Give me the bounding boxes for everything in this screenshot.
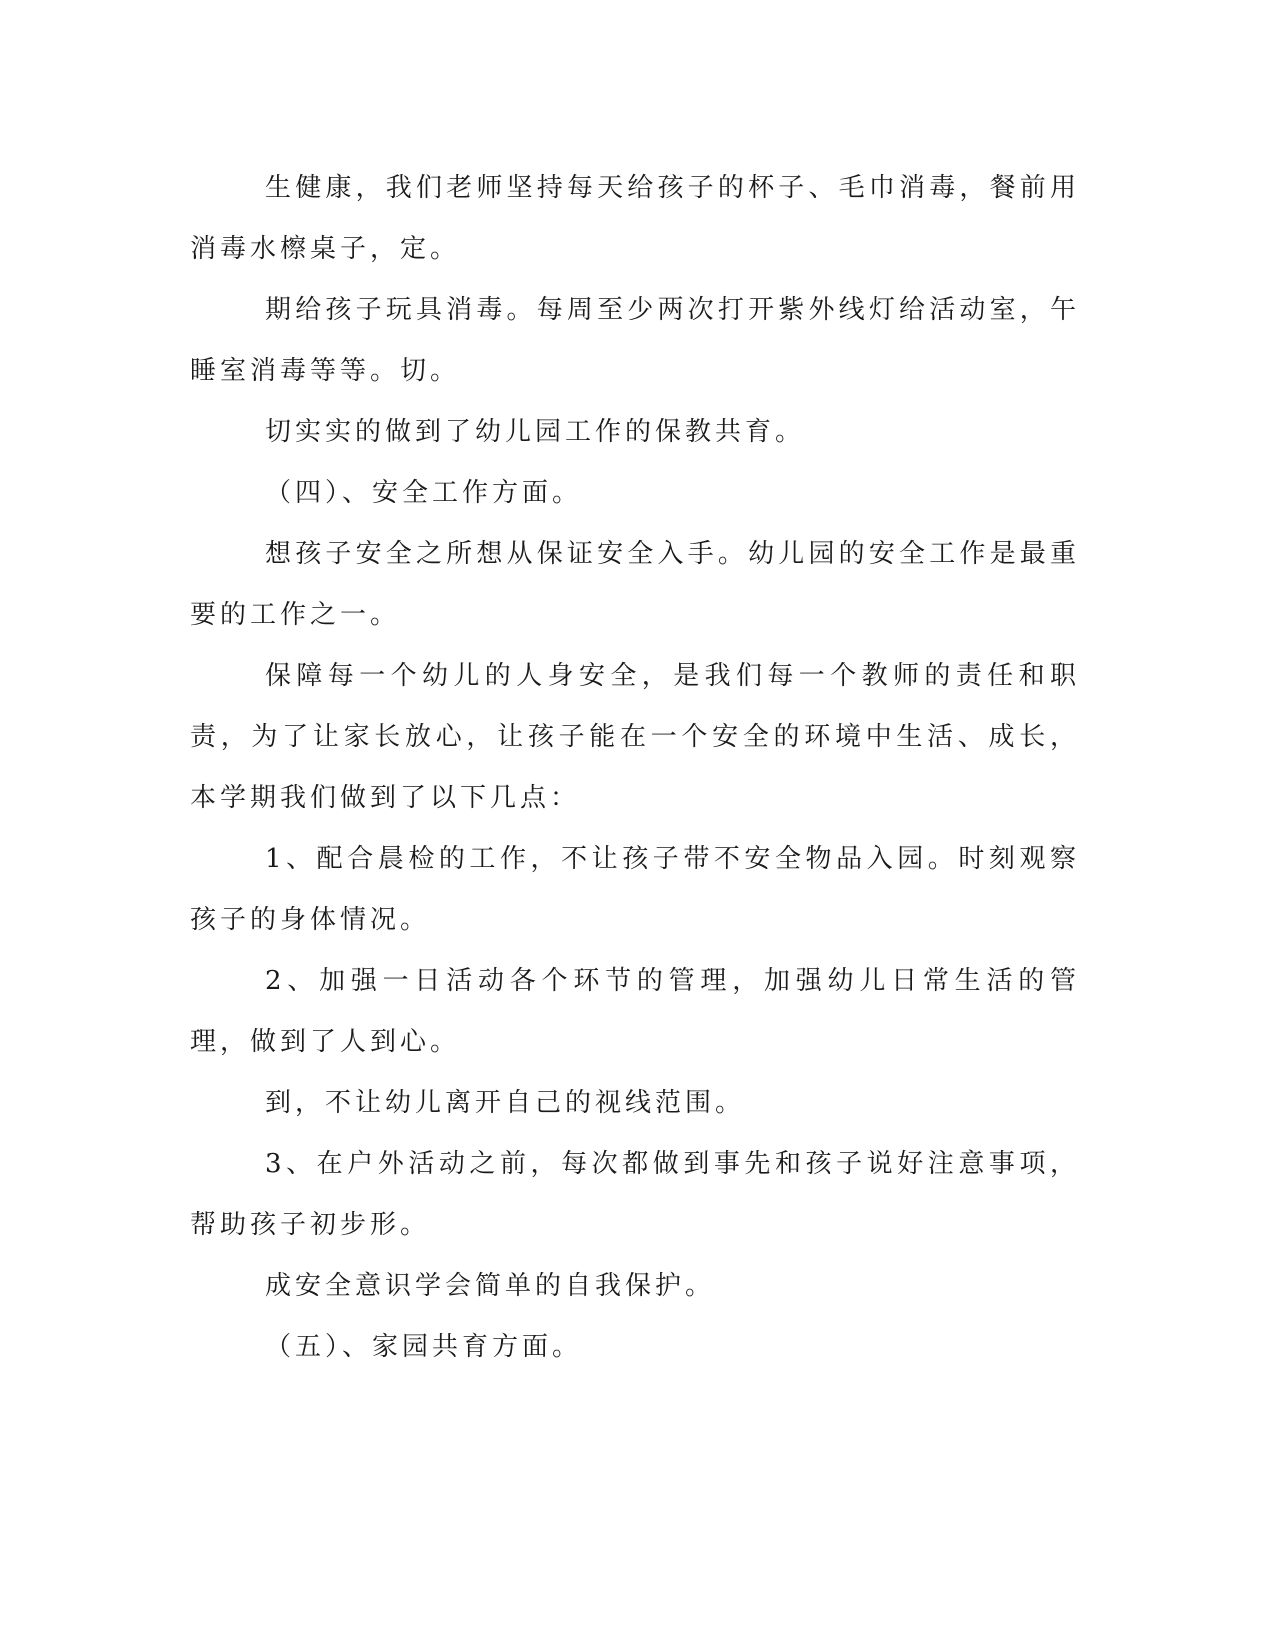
- section-heading-home-school: （五）、家园共育方面。: [265, 1332, 583, 1362]
- document-body: [190, 158, 1080, 1378]
- list-item-3: 3、在户外活动之前，每次都做到事先和孩子说好注意事项，帮助孩子初步形。: [190, 1149, 1080, 1240]
- paragraph-continuation: 到，不让幼儿离开自己的视线范围。: [265, 1088, 746, 1118]
- paragraph-safety-intro: 想孩子安全之所想从保证安全入手。幼儿园的安全工作是最重要的工作之一。: [190, 539, 1080, 630]
- paragraph-safety-responsibility: 保障每一个幼儿的人身安全，是我们每一个教师的责任和职责，为了让家长放心，让孩子能在一个安全的环境中生活、成长，本学期我们做到了以下几点：: [190, 661, 1080, 813]
- list-item-2: 2、加强一日活动各个环节的管理，加强幼儿日常生活的管理，做到了人到心。: [190, 966, 1080, 1057]
- paragraph-self-protection: 成安全意识学会简单的自我保护。: [265, 1271, 716, 1301]
- paragraph-hygiene: 生健康，我们老师坚持每天给孩子的杯子、毛巾消毒，餐前用消毒水檫桌子，定。: [190, 173, 1080, 264]
- list-item-1: 1、配合晨检的工作，不让孩子带不安全物品入园。时刻观察孩子的身体情况。: [190, 844, 1080, 935]
- paragraph-toy-disinfection: 期给孩子玩具消毒。每周至少两次打开紫外线灯给活动室，午睡室消毒等等。切。: [190, 295, 1080, 386]
- paragraph-care-education: 切实实的做到了幼儿园工作的保教共育。: [265, 417, 806, 447]
- section-heading-safety: （四）、安全工作方面。: [265, 478, 583, 508]
